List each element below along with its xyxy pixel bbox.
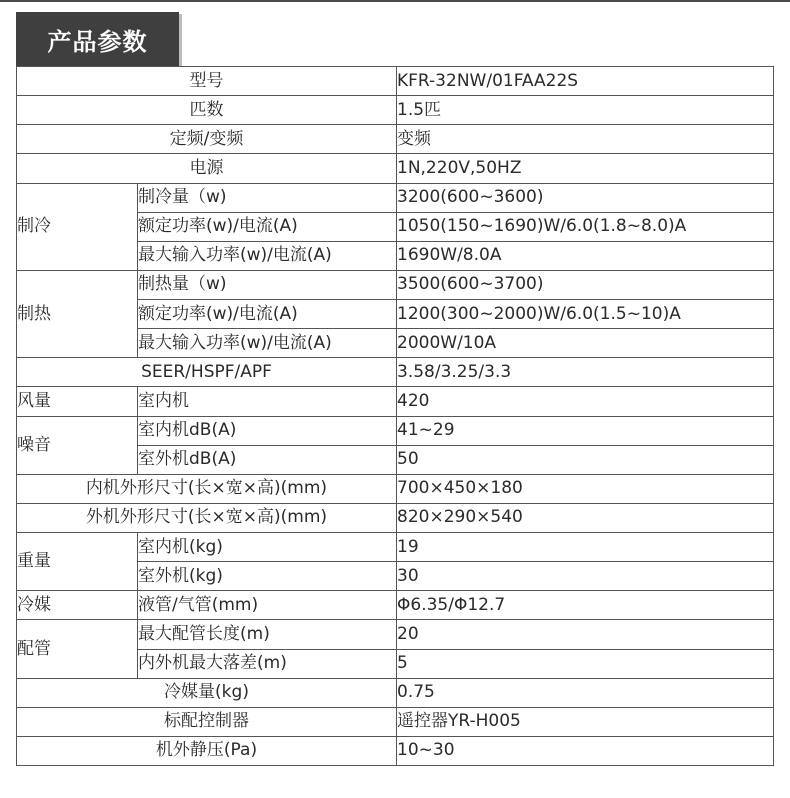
table-row (17, 736, 774, 765)
param-label: SEER/HSPF/APF (17, 358, 397, 387)
param-value: 5 (397, 649, 774, 678)
param-label: 室内机dB(A) (138, 416, 397, 445)
group-label: 风量 (17, 387, 138, 416)
param-label: 外机外形尺寸(长×宽×高)(mm) (17, 503, 397, 532)
table-row (17, 358, 774, 387)
table-row (17, 67, 774, 96)
param-label: 制热量（w) (138, 270, 397, 299)
table-row (17, 707, 774, 736)
param-value: 变频 (397, 125, 774, 154)
table-row (17, 533, 774, 562)
group-label: 配管 (17, 620, 138, 678)
table-row (17, 591, 774, 620)
param-value: 3500(600~3700) (397, 270, 774, 299)
table-row (17, 270, 774, 299)
param-label: 机外静压(Pa) (17, 736, 397, 765)
table-row (17, 474, 774, 503)
param-label: 最大配管长度(m) (138, 620, 397, 649)
param-value: 1N,220V,50HZ (397, 154, 774, 183)
group-label: 制冷 (17, 183, 138, 270)
param-value: 3.58/3.25/3.3 (397, 358, 774, 387)
table-row (17, 125, 774, 154)
param-label: 内机外形尺寸(长×宽×高)(mm) (17, 474, 397, 503)
param-value: 2000W/10A (397, 329, 774, 358)
param-value: 820×290×540 (397, 503, 774, 532)
group-label: 制热 (17, 270, 138, 357)
table-row (17, 387, 774, 416)
param-label: 冷媒量(kg) (17, 678, 397, 707)
param-value: 1690W/8.0A (397, 241, 774, 270)
table-row (17, 183, 774, 212)
param-value: 700×450×180 (397, 474, 774, 503)
param-label: 标配控制器 (17, 707, 397, 736)
param-label: 最大输入功率(w)/电流(A) (138, 241, 397, 270)
table-row (17, 620, 774, 649)
param-value: 420 (397, 387, 774, 416)
param-label: 室外机(kg) (138, 562, 397, 591)
param-value: Φ6.35/Φ12.7 (397, 591, 774, 620)
param-label: 电源 (17, 154, 397, 183)
section-title: 产品参数 (16, 12, 179, 67)
param-label: 内外机最大落差(m) (138, 649, 397, 678)
param-label: 室内机(kg) (138, 533, 397, 562)
param-value: 30 (397, 562, 774, 591)
param-value: 19 (397, 533, 774, 562)
table-row (17, 503, 774, 532)
group-label: 冷媒 (17, 591, 138, 620)
table-row (17, 96, 774, 125)
param-label: 室内机 (138, 387, 397, 416)
table-row (17, 416, 774, 445)
param-value: 10~30 (397, 736, 774, 765)
param-label: 室外机dB(A) (138, 445, 397, 474)
table-row (17, 678, 774, 707)
param-value: 1200(300~2000)W/6.0(1.5~10)A (397, 300, 774, 329)
param-value: 遥控器YR-H005 (397, 707, 774, 736)
param-value: 1.5匹 (397, 96, 774, 125)
param-label: 制冷量（w) (138, 183, 397, 212)
param-value: KFR-32NW/01FAA22S (397, 67, 774, 96)
banner-shadow (179, 14, 182, 67)
param-label: 额定功率(w)/电流(A) (138, 300, 397, 329)
param-label: 最大输入功率(w)/电流(A) (138, 329, 397, 358)
param-label: 额定功率(w)/电流(A) (138, 212, 397, 241)
param-label: 定频/变频 (17, 125, 397, 154)
param-label: 液管/气管(mm) (138, 591, 397, 620)
param-value: 1050(150~1690)W/6.0(1.8~8.0)A (397, 212, 774, 241)
param-value: 41~29 (397, 416, 774, 445)
param-value: 0.75 (397, 678, 774, 707)
top-rule (0, 0, 790, 2)
param-label: 型号 (17, 67, 397, 96)
param-value: 3200(600~3600) (397, 183, 774, 212)
param-value: 20 (397, 620, 774, 649)
param-label: 匹数 (17, 96, 397, 125)
group-label: 重量 (17, 533, 138, 591)
group-label: 噪音 (17, 416, 138, 474)
table-row (17, 154, 774, 183)
spec-table (16, 66, 774, 766)
param-value: 50 (397, 445, 774, 474)
